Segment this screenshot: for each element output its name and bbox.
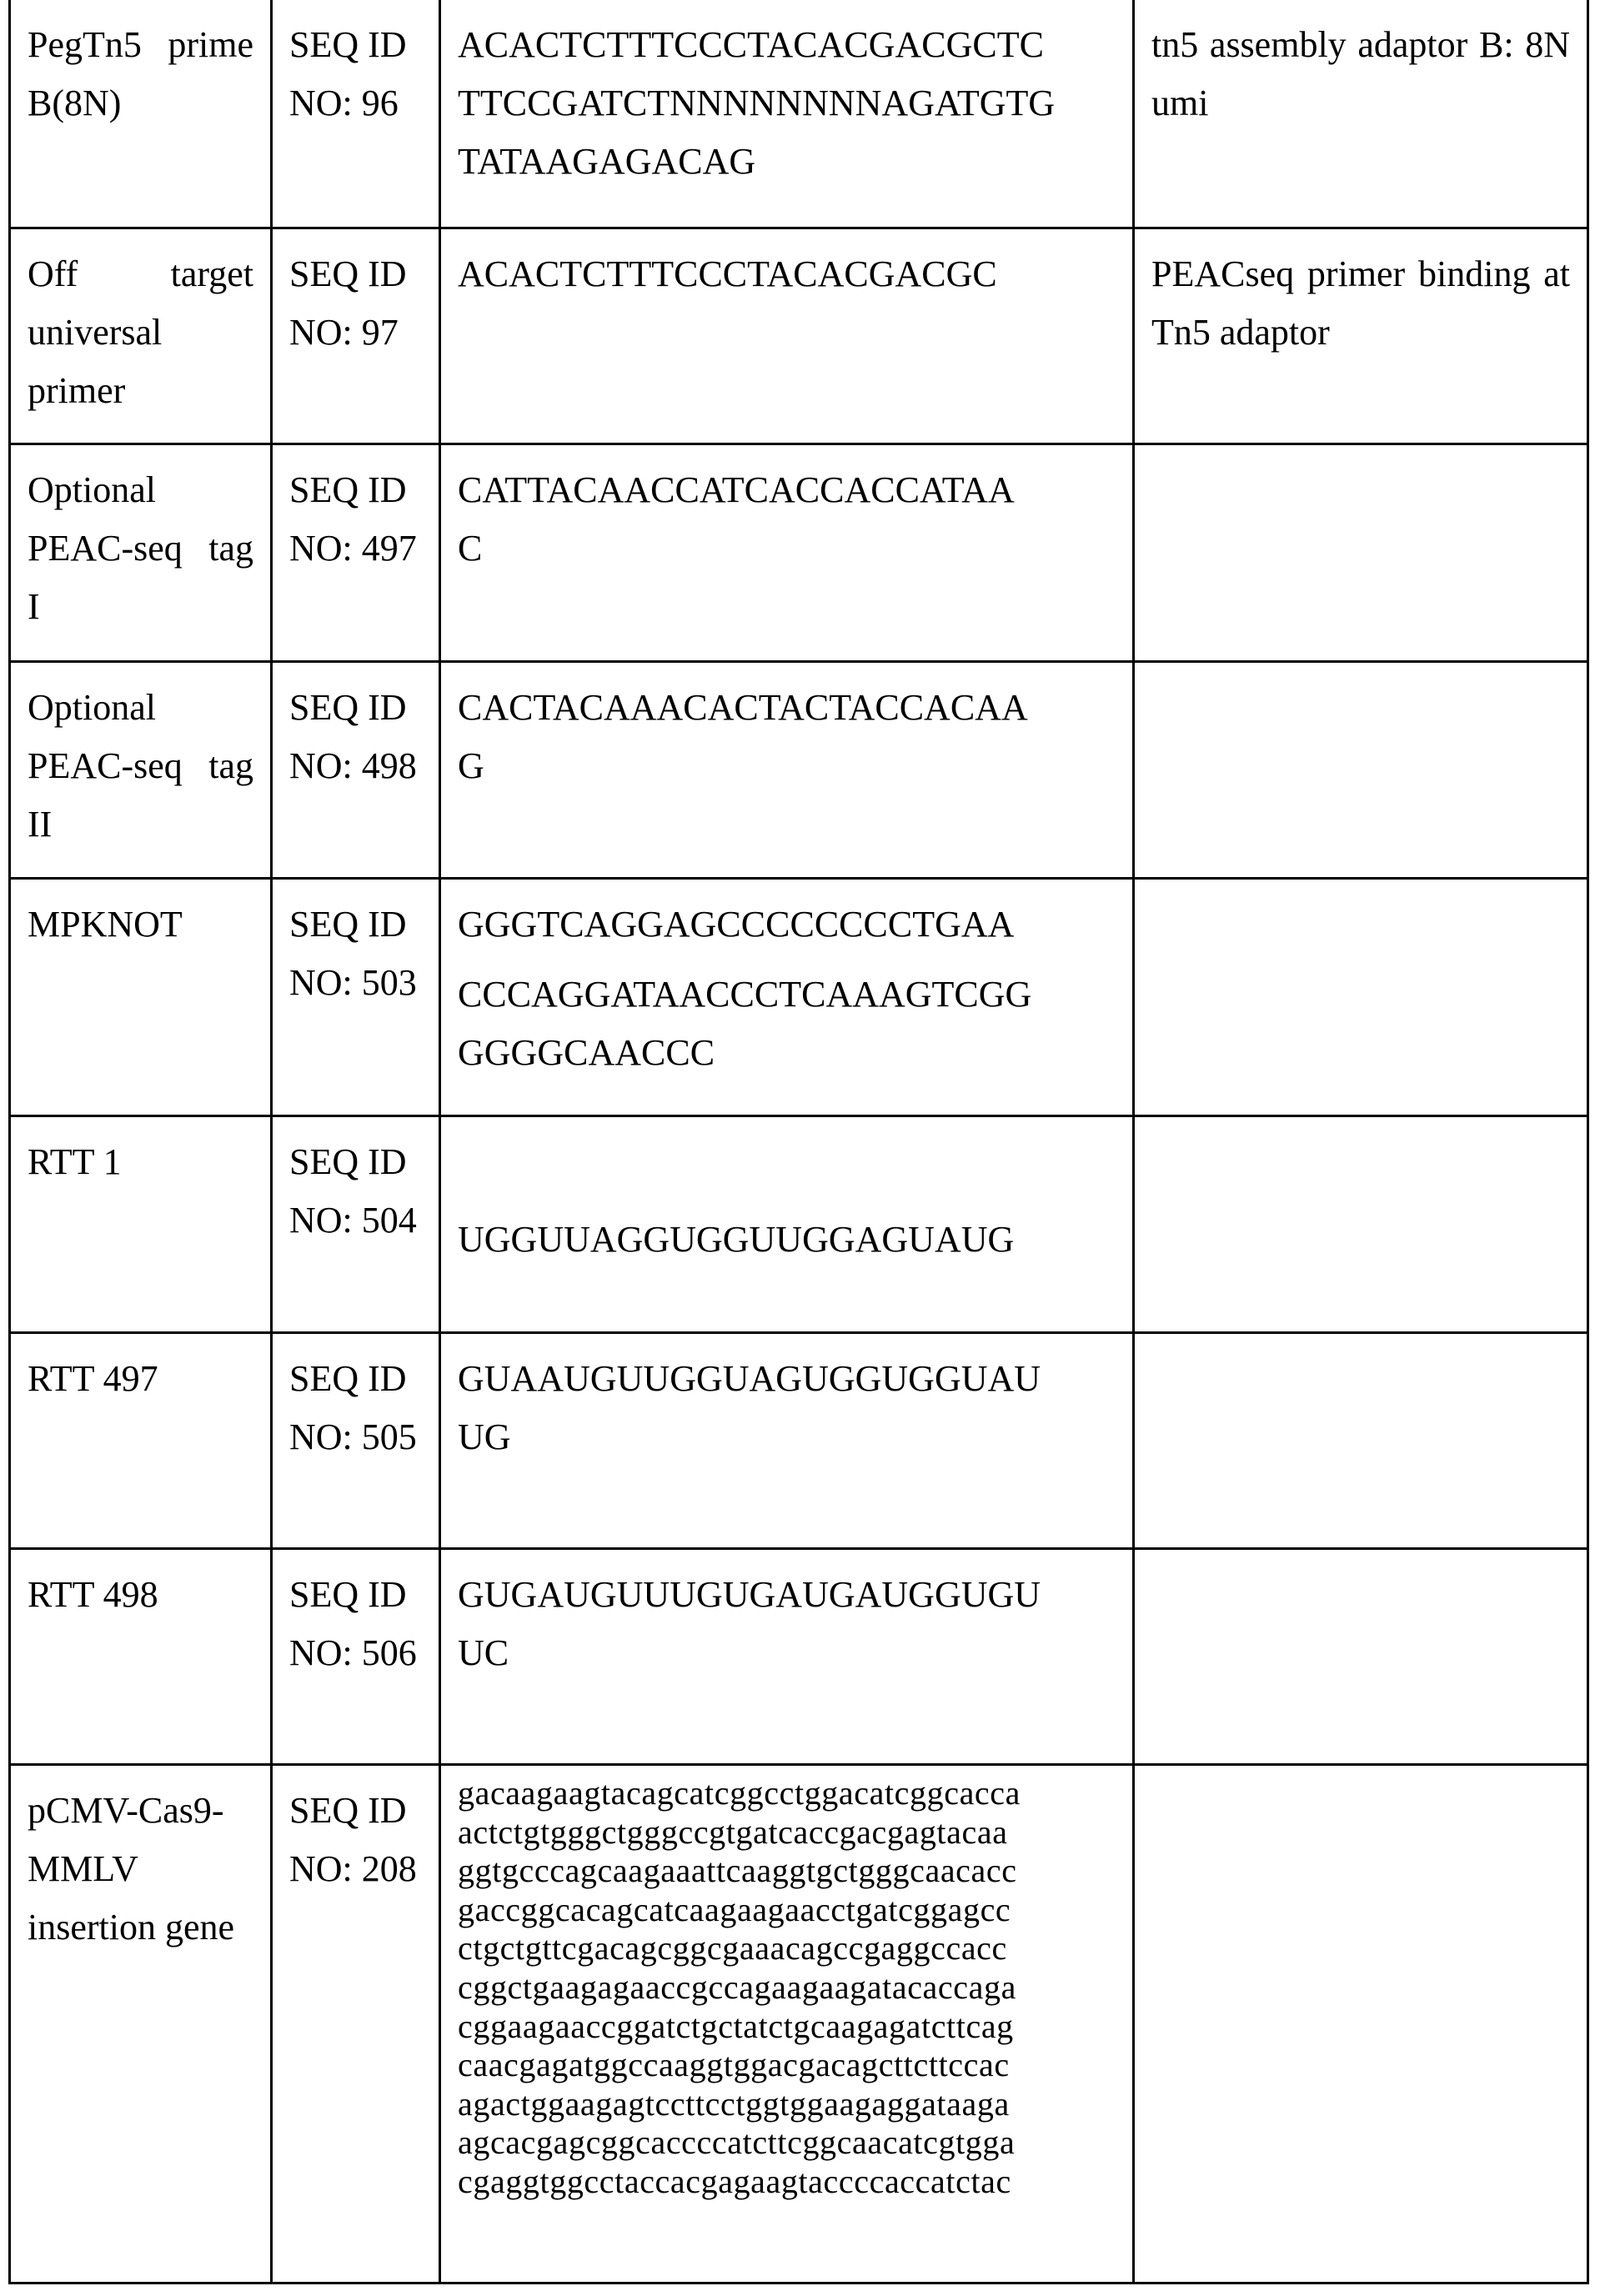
sequence-text: gacaagaagtacagcatcggcctggacatcggcacca actctgtgggctgggccgtgatcaccgacgagtacaa ggtgcccagcaagaaattcaaggtgctgggcaacacc gaccggcacagcatcaagaagaacctgatcggagcc ctgctgttcgacagcggcgaaacagccgaggccacc cggctgaagagaaccgccagaagaagatacaccaga cggaagaaccggatctgctatctgcaagagatcttcag caacgagatggccaaggtggacgacagcttcttccac agactggaagagtccttcctggtggaagaggataaga agcacgagcggcaccccatcttcggcaacatcgtgga cgaggtggcctaccacgagaagtaccccaccatctac: [458, 1774, 1116, 2202]
sequence-name-cell: RTT 497: [10, 1333, 272, 1549]
seq-id-cell: SEQ ID NO: 505: [272, 1333, 440, 1549]
sequence-name-cell: Off target universal primer: [10, 228, 272, 444]
sequence-name-cell: Optional PEAC-seq tag I: [10, 444, 272, 662]
seq-id-cell: SEQ ID NO: 503: [272, 879, 440, 1116]
seq-id-cell: SEQ ID NO: 208: [272, 1765, 440, 2283]
table-row: [10, 1116, 1588, 1333]
sequence-name-cell: PegTn5 prime B(8N): [10, 0, 272, 228]
sequence-text: GUGAUGUUUGUGAUGAUGGUGU UC: [458, 1566, 1116, 1682]
sequence-cell: [440, 228, 1134, 444]
description-cell: [1134, 879, 1588, 1116]
table-row: [10, 444, 1588, 662]
table-row: [10, 228, 1588, 444]
sequence-text: CCCAGGATAACCCTCAAAGTCGG GGGGCAACCC: [458, 965, 1116, 1082]
sequence-cell: [440, 1116, 1134, 1333]
sequence-text: ACACTCTTTCCCTACACGACGCTC TTCCGATCTNNNNNNNNAGATGTG TATAAGAGACAG: [458, 16, 1116, 191]
description-cell: tn5 assembly adaptor B: 8N umi: [1134, 0, 1588, 228]
sequence-cell: [440, 444, 1134, 662]
sequence-table: [8, 0, 1589, 2284]
description-cell: PEACseq primer binding at Tn5 adaptor: [1134, 228, 1588, 444]
description-cell: [1134, 1333, 1588, 1549]
sequence-cell: [440, 1549, 1134, 1765]
table-row: [10, 1765, 1588, 2283]
sequence-cell: [440, 662, 1134, 879]
seq-id-cell: SEQ ID NO: 97: [272, 228, 440, 444]
sequence-name-cell: RTT 1: [10, 1116, 272, 1333]
sequence-name-cell: pCMV-Cas9-MMLV insertion gene: [10, 1765, 272, 2283]
sequence-name-cell: RTT 498: [10, 1549, 272, 1765]
seq-id-cell: SEQ ID NO: 498: [272, 662, 440, 879]
description-cell: [1134, 1765, 1588, 2283]
table-row: [10, 0, 1588, 228]
description-cell: [1134, 1549, 1588, 1765]
sequence-text: CACTACAAACACTACTACCACAA G: [458, 679, 1116, 795]
sequence-text: GUAAUGUUGGUAGUGGUGGUAU UG: [458, 1350, 1116, 1466]
sequence-text: UGGUUAGGUGGUUGGAGUAUG: [458, 1211, 1116, 1269]
description-cell: [1134, 444, 1588, 662]
seq-id-cell: SEQ ID NO: 506: [272, 1549, 440, 1765]
sequence-cell: [440, 1333, 1134, 1549]
sequence-text: CATTACAACCATCACCACCATAA C: [458, 461, 1116, 578]
seq-id-cell: SEQ ID NO: 504: [272, 1116, 440, 1333]
description-cell: [1134, 662, 1588, 879]
sequence-cell: [440, 879, 1134, 1116]
sequence-cell: [440, 0, 1134, 228]
table-row: [10, 662, 1588, 879]
sequence-table-body: [10, 0, 1588, 2283]
sequence-text: GGGTCAGGAGCCCCCCCCTGAA: [458, 895, 1116, 954]
table-row: [10, 1333, 1588, 1549]
seq-id-cell: SEQ ID NO: 96: [272, 0, 440, 228]
table-row: [10, 879, 1588, 1116]
seq-id-cell: SEQ ID NO: 497: [272, 444, 440, 662]
table-row: [10, 1549, 1588, 1765]
sequence-name-cell: Optional PEAC-seq tag II: [10, 662, 272, 879]
description-cell: [1134, 1116, 1588, 1333]
sequence-name-cell: MPKNOT: [10, 879, 272, 1116]
sequence-text: ACACTCTTTCCCTACACGACGC: [458, 245, 1116, 303]
sequence-cell: [440, 1765, 1134, 2283]
